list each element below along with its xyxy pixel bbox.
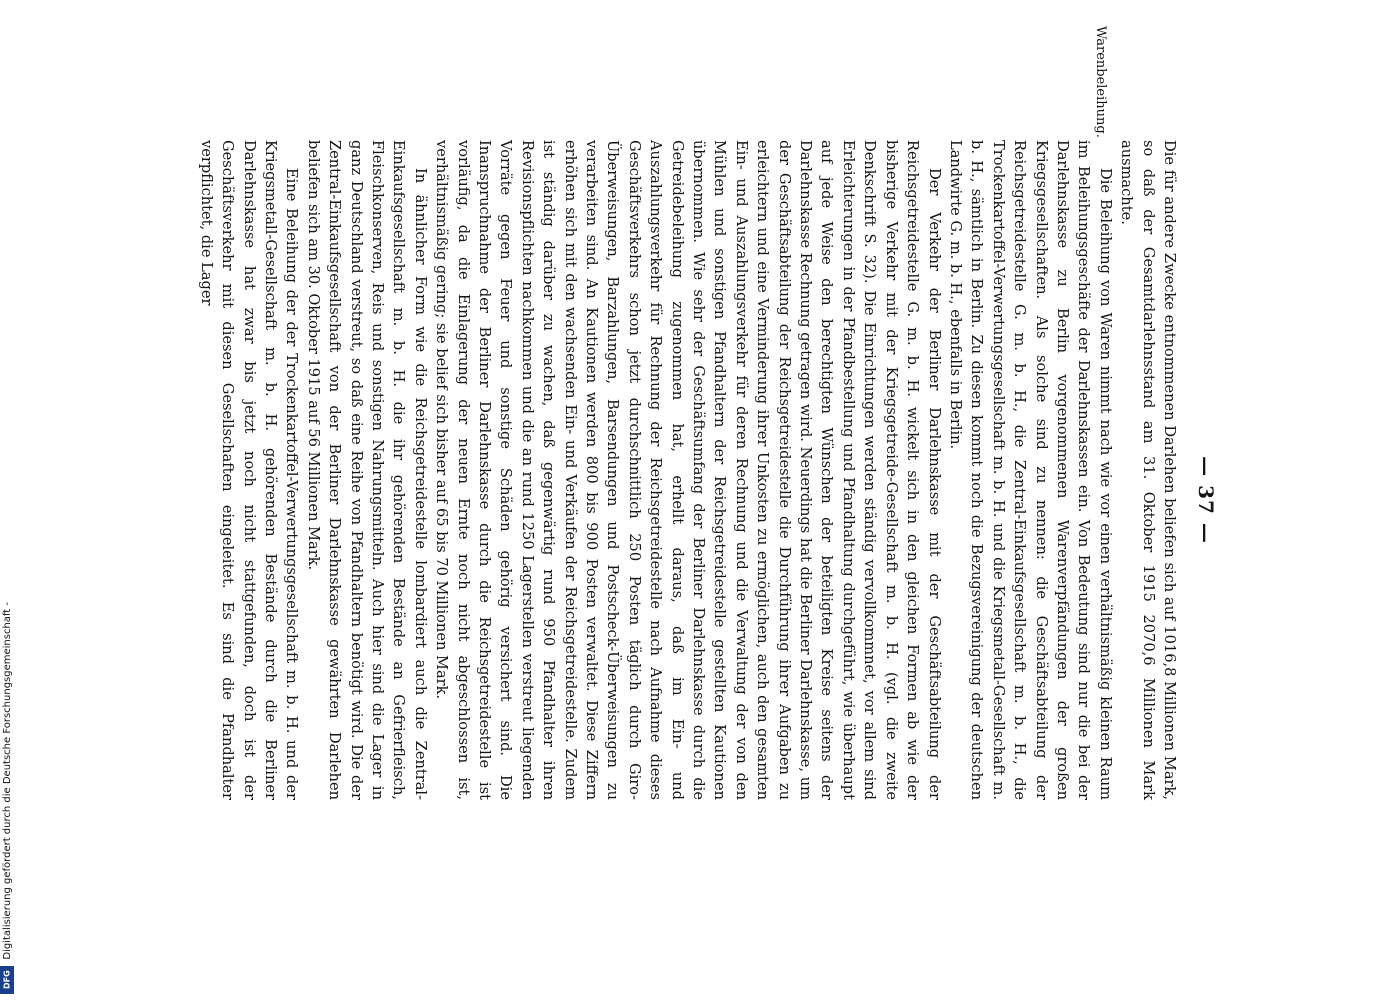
body-text — [195, 140, 1180, 800]
margin-note: Warenbeleihung. — [1093, 26, 1108, 138]
paragraph: Der Verkehr der Berliner Darlehnskasse mit der Geschäftsabteilung der Reichsgetreidestelle G. m. b. H. wickelt sich in den gleichen Formen ab wie der bisherige Verkehr mit der Kriegsgetreide-Gesellschaft m. b. H. (vgl. die zweite Denkschrift S. 32). Die Einrichtungen werden ständig vervollkommnet, vor allem sind Erleichterungen in der Pfandbestellung und Pfandhaltung durchgeführt, wie überhaupt auf jede Weise den berechtigten Wünschen der beteiligten Kreise seitens der Darlehnskasse Rechnung getragen wird. Neuerdings hat die Berliner Darlehnskasse, um der Geschäftsabteilung der Reichsgetreidestelle die Durchführung ihrer Aufgaben zu erleichtern und eine Verminderung ihrer Unkosten zu ermöglichen, auch den gesamten Ein- und Auszahlungsverkehr für deren Rechnung und die Verwaltung der von den Mühlen und sonstigen Pfandhaltern der Reichsgetreidestelle gestellten Kautionen übernommen. Wie sehr der Geschäftsumfang der Berliner Darlehnskasse durch die Getreidebeleihung zugenommen hat, erhellt daraus, daß im Ein- und Auszahlungsverkehr für Rechnung der Reichsgetreidestelle nach Aufnahme dieses Geschäftsverkehrs schon jetzt durchschnittlich 250 Posten täglich durch Giro-Überweisungen, Barzahlungen, Barsendungen und Postscheck-Überweisungen zu verarbeiten sind. An Kautionen werden 800 bis 900 Posten verwaltet. Diese Ziffern erhöhen sich mit den wachsenden Ein- und Verkäufen der Reichsgetreidestelle. Zudem ist ständig darüber zu wachen, daß gegenwärtig rund 950 Pfandhalter ihren Revisionspflichten nachkommen und die an rund 1250 Lagerstellen verstreut liegenden Vorräte gegen Feuer und sonstige Schäden gehörig versichert sind. Die Inanspruchnahme der Berliner Darlehnskasse durch die Reichsgetreidestelle ist vorläufig, da die Einlagerung der neuen Ernte noch nicht abgeschlossen ist, verhältnismäßig gering; sie belief sich bisher auf 65 bis 70 Millionen Mark. — [433, 140, 943, 800]
footer-stripe — [0, 0, 14, 1000]
paragraph: Die Beleihung von Waren nimmt nach wie vor einen verhältnismäßig kleinen Raum im Beleihungsgeschäfte der Darlehnskassen ein. Von Bedeutung sind nur die bei der Darlehnskasse zu Berlin vorgenommenen Warenverpfändungen der großen Kriegsgesellschaften. Als solche sind zu nennen: die Geschäftsabteilung der Reichsgetreidestelle G. m. b. H., die Zentral-Einkaufsgesellschaft m. b. H., die Trockenkartoffel-Verwertungsgesellschaft m. b. H. und die Kriegsmetall-Gesellschaft m. b. H., sämtlich in Berlin. Zu diesen kommt noch die Bezugsvereinigung der deutschen Landwirte G. m. b. H., ebenfalls in Berlin. — [946, 140, 1114, 800]
paragraph: In ähnlicher Form wie die Reichsgetreidestelle lombardiert auch die Zentral-Einkaufsgesellschaft m. b. H. die ihr gehörenden Bestände an Gefrierfleisch, Fleischkonserven, Reis und sonstigen Nahrungsmitteln. Auch hier sind die Lager in ganz Deutschland verstreut, so daß eine Reihe von Pfandhaltern benötigt wird. Die der Zentral-Einkaufsgesellschaft von der Berliner Darlehnskasse gewährten Darlehen beliefen sich am 30. Oktober 1915 auf 56 Millionen Mark. — [304, 140, 429, 800]
digitization-credit: Digitalisierung gefördert durch die Deutsche Forschungsgemeinschaft - — [2, 602, 13, 960]
page-number: — 37 — — [1194, 456, 1218, 544]
dfg-logo-icon: DFG — [0, 966, 14, 994]
paragraph: Eine Beleihung der der Trockenkartoffel-Verwertungsgesellschaft m. b. H. und der Kriegsmetall-Gesellschaft m. b. H. gehörenden Bestände durch die Berliner Darlehnskasse hat zwar bis jetzt noch nicht stattgefunden, doch ist der Geschäftsverkehr mit diesen Gesellschaften eingeleitet. Es sind die Pfandhalter verpflichtet, die Lager — [197, 140, 301, 800]
paragraph: Die für andere Zwecke entnommenen Darlehen beliefen sich auf 1016,8 Millionen Mark, so daß der Gesamtdarlehnsstand am 31. Oktober 1915 2070,6 Millionen Mark ausmachte. — [1118, 140, 1178, 800]
rotated-page — [120, 0, 1240, 1000]
